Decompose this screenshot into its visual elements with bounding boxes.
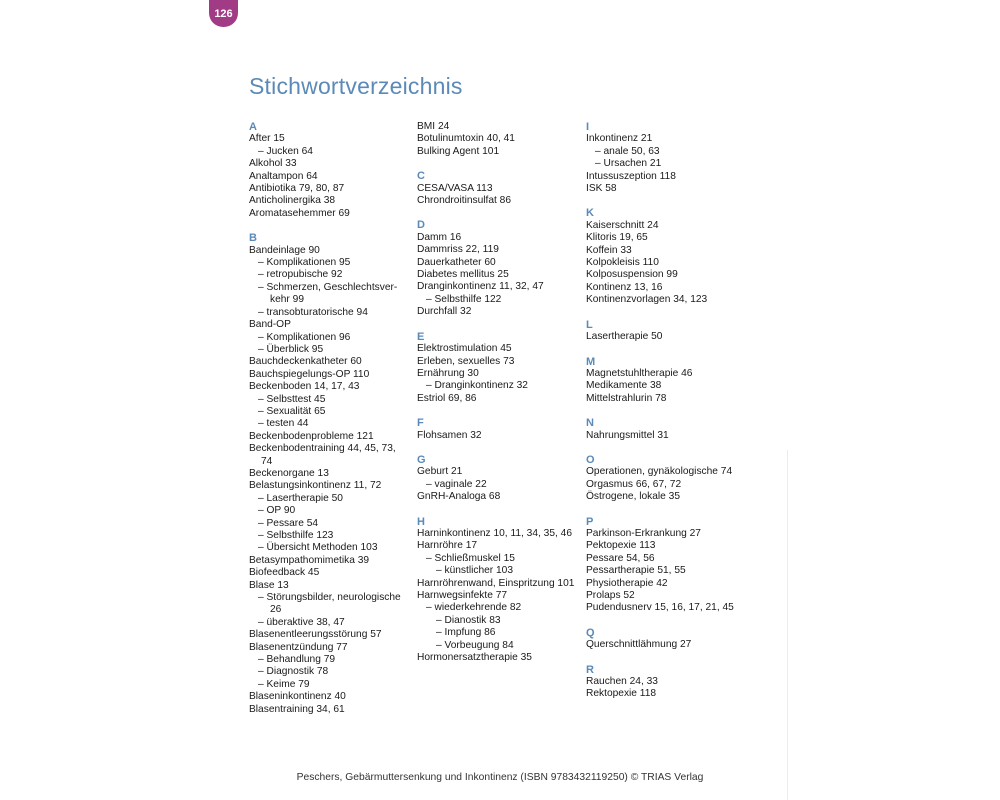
index-subentry: – vaginale 22: [426, 478, 487, 490]
index-entry: Kaiserschnitt 24: [586, 219, 659, 231]
index-subentry: – Selbsthilfe 123: [258, 530, 334, 541]
index-letter-heading: Q: [586, 626, 595, 639]
index-section: [586, 417, 746, 442]
index-entry: Band-OP: [249, 319, 291, 331]
index-entry: Pessare 54, 56: [586, 552, 655, 564]
index-entry: Intussuszeption 118: [586, 170, 676, 182]
index-subentry: – Keime 79: [258, 678, 310, 690]
index-subentry: – Übersicht Methoden 103: [258, 542, 378, 554]
index-letter-heading: O: [586, 453, 595, 466]
index-entry: Harnwegsinfekte 77: [417, 590, 508, 601]
index-letter-heading: G: [417, 453, 426, 466]
index-entry: Dranginkontinenz 11, 32, 47: [417, 281, 544, 293]
index-letter-heading: L: [586, 318, 593, 331]
page-number-badge: 126: [209, 0, 238, 27]
index-entry: Physiotherapie 42: [586, 577, 668, 589]
index-subentry: – Störungsbilder, neurologische 26: [258, 592, 401, 616]
index-section: [586, 454, 746, 504]
index-letter-heading: C: [417, 170, 425, 183]
index-column-2: [417, 121, 577, 676]
index-subentry: – Behandlung 79: [258, 654, 336, 666]
index-entry: Parkinson-Erkrankung 27: [586, 527, 701, 539]
index-column-1: [249, 121, 409, 728]
index-entry: Botulinumtoxin 40, 41: [417, 133, 515, 145]
index-section: [417, 454, 577, 504]
index-entry: Durchfall 32: [417, 306, 472, 318]
index-entry: Harnröhrenwand, Einspritzung 101: [417, 577, 575, 589]
index-entry: Pessartherapie 51, 55: [586, 565, 686, 577]
index-entry: Aromatasehemmer 69: [249, 207, 350, 219]
index-section: [586, 516, 746, 615]
index-entry: Antibiotika 79, 80, 87: [249, 183, 345, 195]
index-entry: Harnröhre 17: [417, 540, 478, 552]
index-section: [586, 207, 746, 306]
index-subentry: – Lasertherapie 50: [258, 492, 343, 504]
index-subentry: – Dianostik 83: [436, 614, 501, 626]
index-subentry: – Überblick 95: [258, 343, 324, 355]
index-entry: Rektopexie 118: [586, 688, 657, 700]
index-entry: Pektopexie 113: [586, 540, 656, 552]
index-letter-heading: D: [417, 219, 425, 232]
index-subentry: – Sexualität 65: [258, 405, 326, 417]
index-subentry: – Selbsthilfe 122: [426, 293, 502, 305]
index-entry: GnRH-Analoga 68: [417, 491, 501, 503]
index-subentry: – Schmerzen, Geschlechtsverkehr 99: [258, 281, 398, 306]
index-entry: Bulking Agent 101: [417, 145, 500, 157]
index-section: [417, 417, 577, 442]
index-entry: Belastungsinkontinenz 11, 72: [249, 480, 382, 492]
index-section: [586, 121, 746, 195]
index-entry: Lasertherapie 50: [586, 331, 663, 343]
index-entry: Estriol 69, 86: [417, 392, 477, 404]
index-entry: Kolposuspension 99: [586, 269, 678, 281]
index-section: [417, 170, 577, 207]
index-entry: Prolaps 52: [586, 590, 635, 601]
index-entry: Diabetes mellitus 25: [417, 269, 509, 281]
index-entry: Beckenbodenprobleme 121: [249, 430, 374, 442]
index-letter-heading: K: [586, 207, 594, 220]
index-entry: Biofeedback 45: [249, 567, 320, 579]
index-section: [417, 331, 577, 405]
index-subentry: – OP 90: [258, 505, 296, 517]
index-entry: Dauerkatheter 60: [417, 256, 496, 268]
index-entry: Operationen, gynäkologische 74: [586, 466, 733, 478]
index-entry: Flohsamen 32: [417, 429, 482, 441]
index-section: [586, 664, 746, 701]
index-entry: Ernährung 30: [417, 367, 479, 379]
index-section: [417, 516, 577, 665]
index-entry: Harninkontinenz 10, 11, 34, 35, 46: [417, 527, 572, 539]
index-entry: Hormonersatztherapie 35: [417, 652, 532, 664]
index-subentry: – überaktive 38, 47: [258, 616, 345, 628]
index-section: [586, 319, 746, 344]
index-subentry: – Komplikationen 95: [258, 257, 351, 269]
index-entry: Mittelstrahlurin 78: [586, 392, 667, 404]
index-entry: Bauchdeckenkatheter 60: [249, 356, 362, 368]
index-entry: Pudendusnerv 15, 16, 17, 21, 45: [586, 602, 734, 614]
index-letter-heading: E: [417, 330, 425, 343]
index-subentry: – Vorbeugung 84: [436, 639, 514, 651]
index-entry: Elektrostimulation 45: [417, 343, 512, 355]
index-subentry: – Pessare 54: [258, 517, 319, 529]
index-entry: CESA/VASA 113: [417, 182, 493, 194]
index-entry: Bauchspiegelungs-OP 110: [249, 368, 370, 380]
index-entry: Analtampon 64: [249, 170, 318, 182]
index-entry: Östrogene, lokale 35: [586, 491, 681, 503]
index-entry: Blaseninkontinenz 40: [249, 691, 346, 703]
index-letter-heading: H: [417, 515, 425, 528]
page-title: Stichwortverzeichnis: [249, 73, 463, 99]
index-letter-heading: F: [417, 417, 424, 430]
index-entry: Geburt 21: [417, 466, 463, 478]
index-entry: Orgasmus 66, 67, 72: [586, 478, 682, 490]
index-entry: Erleben, sexuelles 73: [417, 355, 515, 367]
index-section: [417, 219, 577, 318]
index-entry: BMI 24: [417, 121, 450, 132]
index-entry: Inkontinenz 21: [586, 133, 653, 145]
index-entry: Alkohol 33: [249, 158, 297, 170]
index-section: [249, 232, 409, 716]
index-subentry: – retropubische 92: [258, 269, 343, 281]
index-subentry: – anale 50, 63: [595, 145, 660, 157]
index-section: [586, 627, 746, 652]
index-entry: Damm 16: [417, 231, 462, 243]
index-entry: Kolpokleisis 110: [586, 257, 659, 269]
index-letter-heading: P: [586, 515, 594, 528]
index-entry: Nahrungsmittel 31: [586, 429, 669, 441]
index-section: [249, 121, 409, 220]
index-entry: Beckenboden 14, 17, 43: [249, 381, 360, 393]
index-letter-heading: R: [586, 663, 594, 676]
index-subentry: – testen 44: [258, 418, 309, 430]
index-subentry: – transobturatorische 94: [258, 306, 368, 318]
index-entry: Rauchen 24, 33: [586, 676, 658, 688]
index-subentry: – Impfung 86: [436, 627, 496, 639]
index-entry: ISK 58: [586, 183, 617, 195]
index-entry: Beckenbodentraining 44, 45, 73, 74: [249, 443, 396, 467]
index-entry: Blase 13: [249, 579, 289, 591]
index-subentry: – Komplikationen 96: [258, 331, 351, 343]
index-letter-heading: A: [249, 121, 257, 133]
index-section: [417, 121, 577, 158]
index-section: [586, 356, 746, 406]
index-subentry: – Ursachen 21: [595, 158, 662, 170]
index-entry: Betasympathomimetika 39: [249, 554, 370, 566]
page-edge-divider: [787, 450, 788, 800]
index-subentry: – Selbsttest 45: [258, 393, 326, 405]
footer-citation: Peschers, Gebärmuttersenkung und Inkontinenz (ISBN 9783432119250) © TRIAS Verlag: [296, 772, 704, 783]
index-entry: Blasenentleerungsstörung 57: [249, 629, 382, 641]
index-subentry: – Schließmuskel 15: [426, 552, 515, 564]
index-letter-heading: N: [586, 417, 594, 430]
index-entry: Blasenentzündung 77: [249, 641, 348, 653]
index-entry: Dammriss 22, 119: [417, 244, 499, 256]
index-letter-heading: M: [586, 355, 596, 368]
index-subentry: – künstlicher 103: [436, 565, 514, 577]
index-entry: Kontinenzvorlagen 34, 123: [586, 294, 708, 306]
index-entry: Blasentraining 34, 61: [249, 703, 345, 715]
index-entry: Kontinenz 13, 16: [586, 281, 663, 293]
index-subentry: – Dranginkontinenz 32: [426, 380, 528, 392]
index-entry: After 15: [249, 133, 285, 145]
index-entry: Medikamente 38: [586, 380, 662, 392]
index-entry: Beckenorgane 13: [249, 467, 329, 479]
index-entry: Chrondroitinsulfat 86: [417, 195, 512, 207]
index-entry: Koffein 33: [586, 244, 632, 256]
index-entry: Anticholinergika 38: [249, 195, 336, 207]
index-letter-heading: I: [586, 121, 590, 133]
index-entry: Klitoris 19, 65: [586, 232, 648, 244]
index-subentry: – Diagnostik 78: [258, 666, 329, 678]
index-entry: Magnetstuhltherapie 46: [586, 367, 693, 379]
index-subentry: – Jucken 64: [258, 145, 313, 157]
index-column-3: [586, 121, 746, 713]
index-subentry: – wiederkehrende 82: [426, 602, 522, 614]
index-letter-heading: B: [249, 232, 257, 245]
index-entry: Bandeinlage 90: [249, 244, 320, 256]
index-entry: Querschnittlähmung 27: [586, 639, 692, 651]
